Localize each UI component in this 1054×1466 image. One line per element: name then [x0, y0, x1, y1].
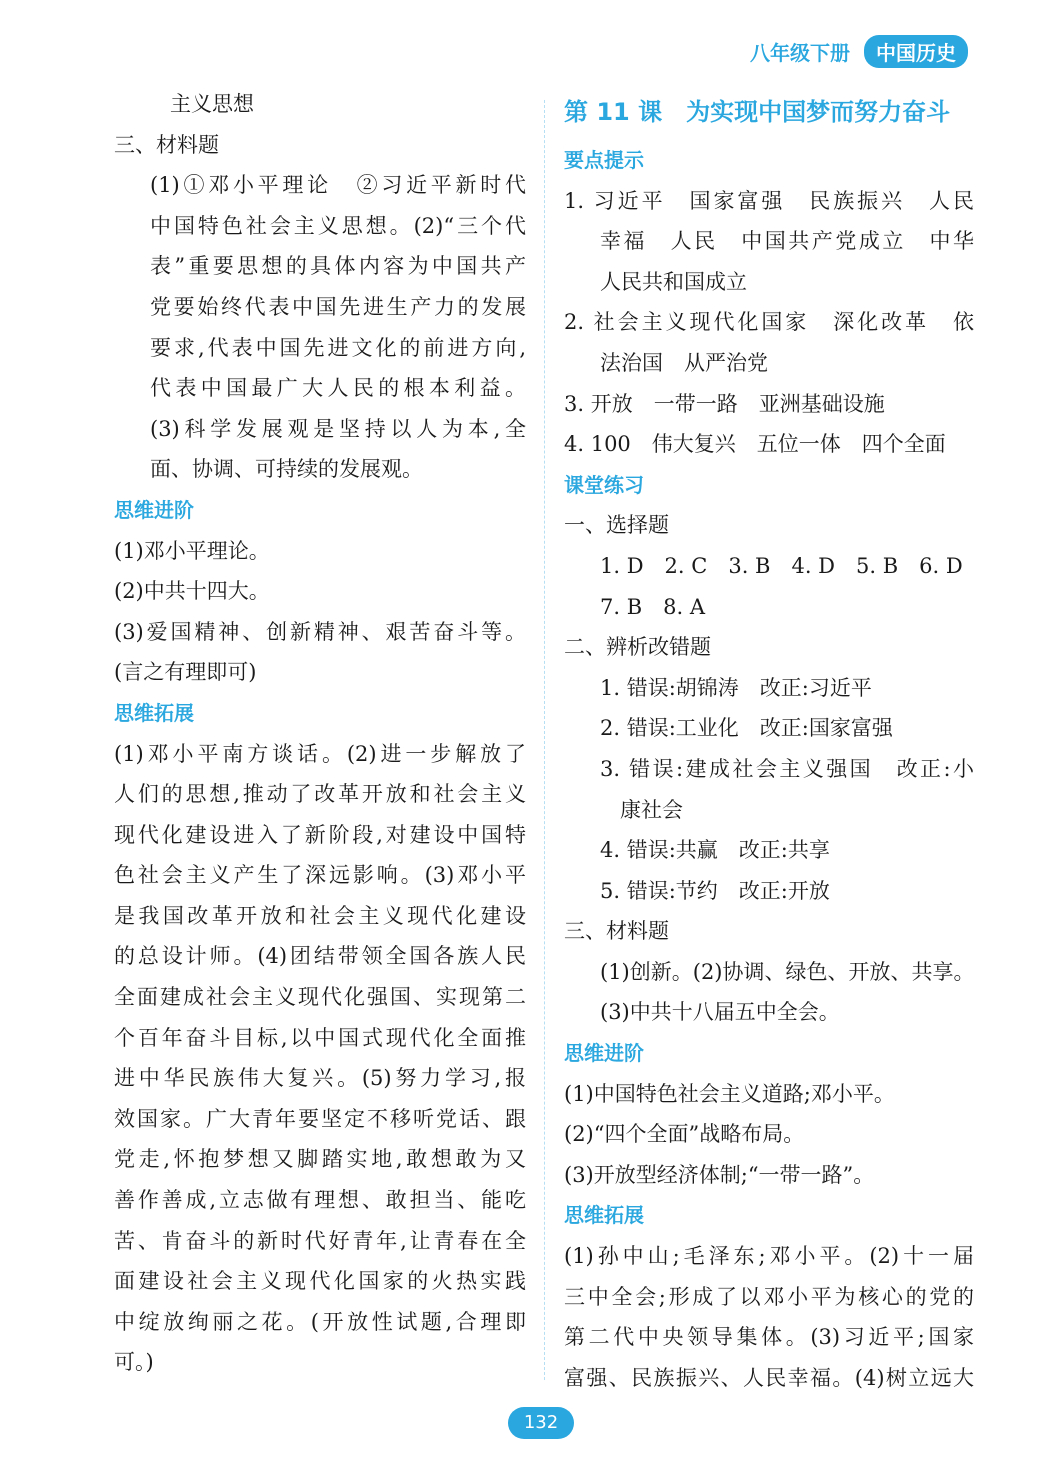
text-line: 的总设计师。(4)团结带领全国各族人民: [114, 944, 526, 969]
right-column: [564, 84, 974, 1398]
section-heading: 思维进阶: [564, 1041, 644, 1066]
text-line: 7. B 8. A: [600, 594, 706, 619]
text-line: 主义思想: [170, 92, 254, 116]
text-line: 富强、民族振兴、人民幸福。(4)树立远大: [564, 1365, 974, 1390]
text-line: 4. 错误:共赢 改正:共享: [600, 838, 830, 863]
section-heading: 思维拓展: [564, 1203, 644, 1228]
text-line: 三中全会;形成了以邓小平为核心的党的: [564, 1284, 974, 1309]
text-line: (1)孙中山;毛泽东;邓小平。(2)十一届: [564, 1244, 974, 1269]
text-line: (1)①邓小平理论 ②习近平新时代: [150, 173, 526, 198]
text-line: (1)中国特色社会主义道路;邓小平。: [564, 1081, 895, 1106]
text-line: 5. 错误:节约 改正:开放: [600, 878, 830, 903]
text-line: 面、协调、可持续的发展观。: [150, 457, 423, 482]
text-line: 现代化建设进入了新阶段,对建设中国特: [114, 822, 526, 847]
text-line: 进中华民族伟大复兴。(5)努力学习,报: [114, 1066, 526, 1091]
text-line: (2)“四个全面”战略布局。: [564, 1122, 805, 1147]
page-header: [750, 34, 968, 68]
text-line: 党要始终代表中国先进生产力的发展: [150, 294, 526, 319]
text-line: 2. 错误:工业化 改正:国家富强: [600, 716, 893, 741]
text-line: 康社会: [620, 797, 683, 822]
text-line: 代表中国最广大人民的根本利益。: [150, 376, 526, 401]
text-line: (3)开放型经济体制;“一带一路”。: [564, 1162, 875, 1187]
column-divider: [544, 100, 545, 1380]
text-line: (言之有理即可): [114, 660, 257, 685]
page-number: 132: [508, 1407, 574, 1439]
text-line: 是我国改革开放和社会主义现代化建设: [114, 903, 526, 928]
text-line: 3. 开放 一带一路 亚洲基础设施: [564, 391, 885, 416]
text-line: (3)科学发展观是坚持以人为本,全: [150, 416, 526, 441]
text-line: (1)邓小平南方谈话。(2)进一步解放了: [114, 741, 526, 766]
text-line: 1. 习近平 国家富强 民族振兴 人民: [564, 188, 974, 213]
section-heading: 课堂练习: [564, 472, 644, 497]
subject-badge: 中国历史: [864, 35, 968, 68]
text-line: 法治国 从严治党: [600, 350, 768, 375]
text-line: 3. 错误:建成社会主义强国 改正:小: [600, 756, 974, 781]
text-line: 色社会主义产生了深远影响。(3)邓小平: [114, 863, 526, 888]
text-line: 全面建成社会主义现代化强国、实现第二: [114, 985, 526, 1010]
text-line: 个百年奋斗目标,以中国式现代化全面推: [114, 1025, 526, 1050]
text-line: (1)邓小平理论。: [114, 538, 270, 563]
section-heading: 思维拓展: [114, 700, 194, 725]
text-line: 幸福 人民 中国共产党成立 中华: [600, 229, 974, 254]
text-line: 苦、肯奋斗的新时代好青年,让青春在全: [114, 1228, 526, 1253]
text-line: 中国特色社会主义思想。(2)“三个代: [150, 213, 526, 238]
text-line: (3)爱国精神、创新精神、艰苦奋斗等。: [114, 619, 526, 644]
text-line: 面建设社会主义现代化国家的火热实践: [114, 1269, 526, 1294]
text-line: 二、辨析改错题: [564, 635, 711, 660]
text-line: 中绽放绚丽之花。(开放性试题,合理即: [114, 1309, 526, 1334]
section-heading: 要点提示: [564, 148, 644, 172]
text-line: (1)创新。(2)协调、绿色、开放、共享。: [600, 959, 975, 984]
text-line: (3)中共十八届五中全会。: [600, 1000, 840, 1025]
left-column: [114, 84, 526, 1383]
text-line: 1. D 2. C 3. B 4. D 5. B 6. D: [600, 553, 963, 578]
text-line: 三、材料题: [564, 919, 669, 944]
text-line: 表”重要思想的具体内容为中国共产: [150, 254, 526, 279]
text-line: 党走,怀抱梦想又脚踏实地,敢想敢为又: [114, 1147, 526, 1172]
text-line: 1. 错误:胡锦涛 改正:习近平: [600, 675, 872, 700]
text-line: 可。): [114, 1350, 154, 1375]
text-line: 4. 100 伟大复兴 五位一体 四个全面: [564, 432, 946, 457]
text-line: 第二代中央领导集体。(3)习近平;国家: [564, 1325, 974, 1350]
text-line: (2)中共十四大。: [114, 579, 270, 604]
text-line: 人民共和国成立: [600, 269, 747, 294]
text-line: 2. 社会主义现代化国家 深化改革 依: [564, 310, 974, 335]
text-line: 善作善成,立志做有理想、敢担当、能吃: [114, 1188, 526, 1213]
text-line: 人们的思想,推动了改革开放和社会主义: [114, 782, 526, 807]
grade-label: 八年级下册: [750, 40, 850, 65]
text-line: 要求,代表中国先进文化的前进方向,: [150, 335, 526, 360]
section-heading: 思维进阶: [114, 497, 194, 522]
text-line: 效国家。广大青年要坚定不移听党话、跟: [114, 1106, 526, 1131]
text-line: 一、选择题: [564, 513, 669, 538]
lesson-title: 第 11 课 为实现中国梦而努力奋斗: [564, 98, 951, 126]
text-line: 三、材料题: [114, 132, 219, 157]
